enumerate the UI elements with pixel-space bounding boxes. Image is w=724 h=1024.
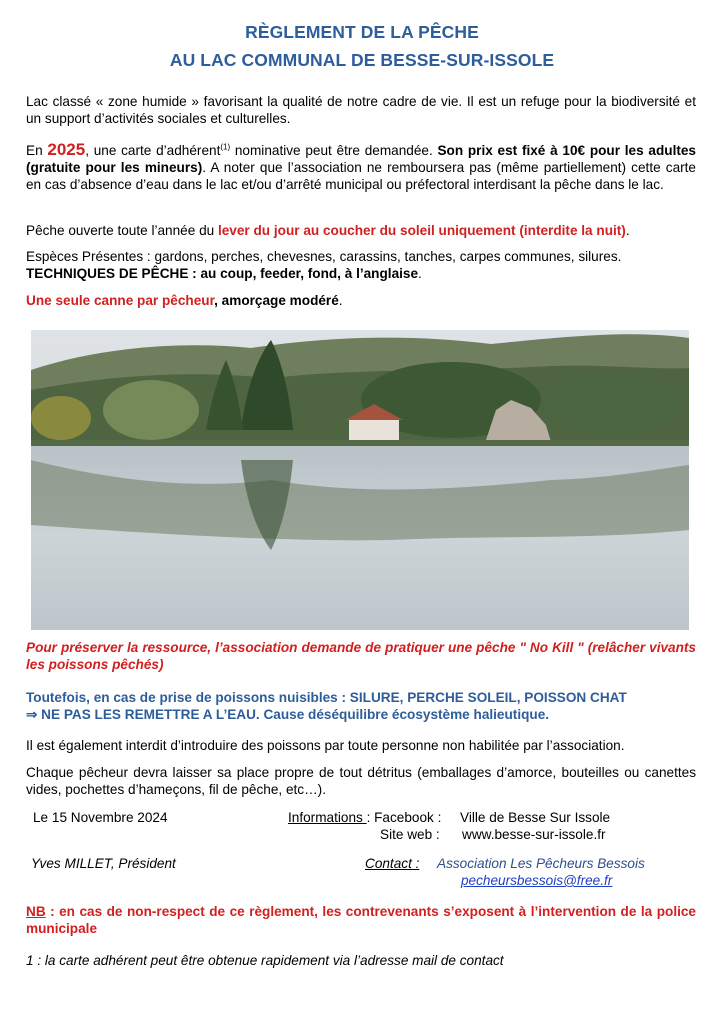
lake-photo [31,330,689,630]
contact-label: Contact : [365,856,420,871]
intro-paragraph: Lac classé « zone humide » favorisant la qualité de notre cadre de vie. Il est un refuge pour la biodiversité et un support d’activités sociales et culturelles. [26,94,696,126]
page-title-line2: AU LAC COMMUNAL DE BESSE-SUR-ISSOLE [169,50,555,70]
nuisibles-notice [26,689,696,723]
nb-label: NB [26,904,46,919]
forbidden-paragraph: Il est également interdit d’introduire des poissons par toute personne non habilitée par l’association. [26,738,625,753]
autumn-tree [31,396,91,440]
rod-bold: , amorçage modéré [214,293,339,308]
techniques-text: TECHNIQUES DE PÊCHE : au coup, feeder, fond, à l’anglaise [26,266,419,281]
house [349,418,399,440]
card-year: 2025 [47,140,86,159]
hours-end: . [625,223,630,238]
species-text: Espèces Présentes : gardons, perches, chevesnes, carassins, tanches, carpes communes, silures. [26,249,622,264]
nb-text: : en cas de non-respect de ce règlement, les contrevenants s’exposent à l’intervention de la police municipale [26,904,696,936]
informations-label: Informations [288,810,367,825]
card-footnote-ref: (1) [220,142,231,152]
nuisibles-line1: Toutefois, en cas de prise de poissons nuisibles : SILURE, PERCHE SOLEIL, POISSON CHAT [26,690,627,705]
website: www.besse-sur-issole.fr [462,827,606,842]
footnote: 1 : la carte adhérent peut être obtenue rapidement via l’adresse mail de contact [26,953,504,968]
facebook-label: : Facebook : [366,810,442,825]
informations-block [288,810,441,825]
contact-email-link[interactable]: pecheursbessois@free.fr [461,873,613,888]
document-date: Le 15 Novembre 2024 [33,810,168,825]
nuisibles-line2: ⇒ NE PAS LES REMETTRE A L’EAU. Cause déséquilibre écosystème halieutique. [26,707,550,722]
facebook-page: Ville de Besse Sur Issole [460,810,611,825]
techniques-end: . [418,266,422,281]
association-name: Association Les Pêcheurs Bessois [437,856,645,871]
president-signature: Yves MILLET, Président [31,856,176,871]
nb-notice [26,903,696,937]
card-text2: nominative peut être demandée. [230,143,438,158]
card-text1: , une carte d’adhérent [85,143,221,158]
rod-end: . [338,293,343,308]
hours-text: Pêche ouverte toute l’année du [26,223,218,238]
cleanliness-paragraph: Chaque pêcheur devra laisser sa place propre de tout détritus (emballages d’amorce, bouteilles ou canettes vides, pochettes d’hameçons, fil de pêche, etc…). [26,765,696,797]
card-price: Son prix est fixé à 10€ pour les adultes (gratuite pour les mineurs) [26,143,696,175]
card-text3: . A noter que l’association ne remboursera pas (même partiellement) cette carte en cas d’absence d’eau dans le lac et/ou d’arrêté municipal ou préfectoral interdisant la pêche dans le lac. [26,160,696,192]
card-en: En [26,143,48,158]
site-label: Site web : [380,827,440,842]
hours-red: lever du jour au coucher du soleil uniquement (interdite la nuit) [217,223,626,238]
page-title-line1: RÈGLEMENT DE LA PÊCHE [245,22,479,42]
rod-paragraph [26,292,696,309]
species-paragraph [26,248,696,282]
no-kill-notice: Pour préserver la ressource, l’association demande de pratiquer une pêche " No Kill " (relâcher vivants les poissons pêchés) [26,640,696,672]
membership-card-paragraph [26,141,696,193]
hours-paragraph [26,222,696,239]
rod-red: Une seule canne par pêcheur [26,293,215,308]
shoreline [31,440,689,446]
tree-cluster-right [541,375,681,435]
willow-tree [103,380,199,440]
